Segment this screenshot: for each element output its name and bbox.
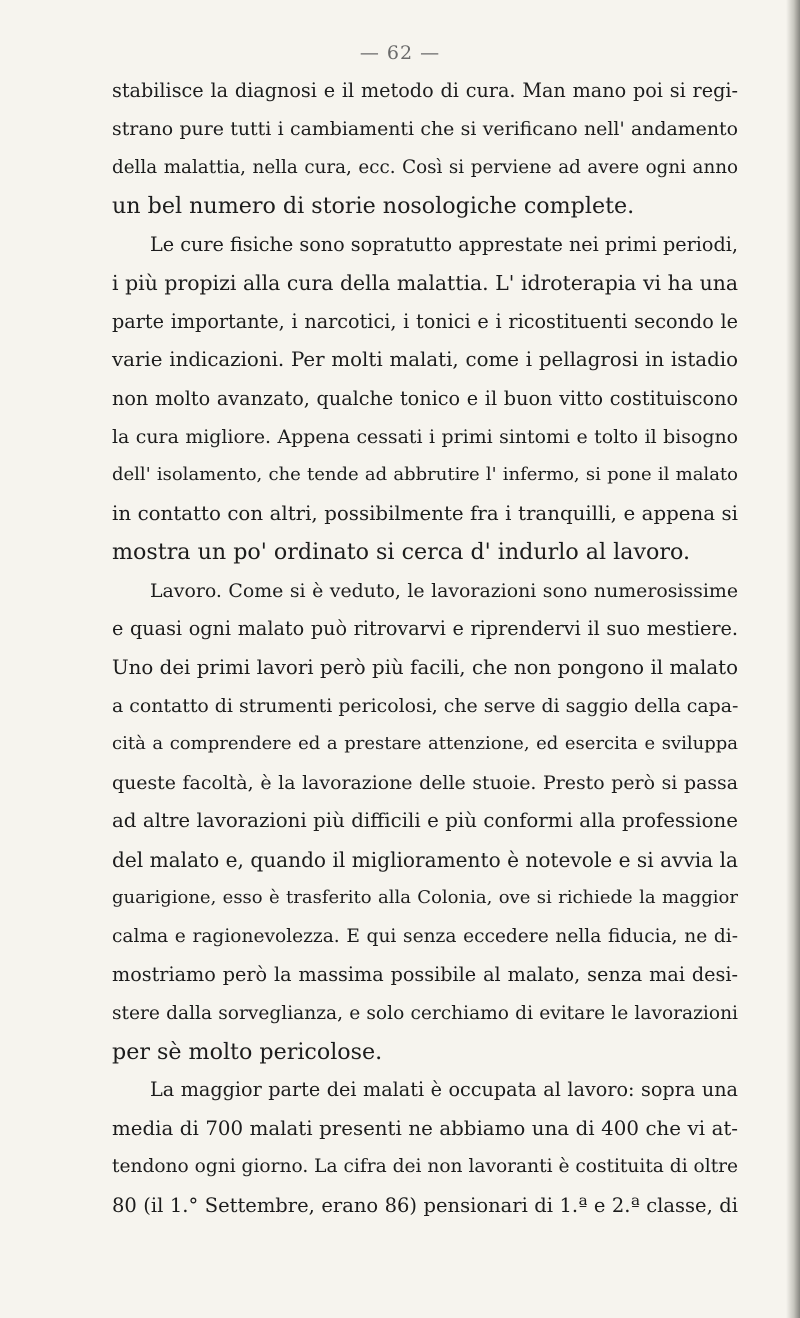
text-line: Uno dei primi lavori però più facili, che non pongono il malato [112,655,738,679]
text-line: a contatto di strumenti pericolosi, che serve di saggio della capa- [112,695,739,717]
text-line: guarigione, esso è trasferito alla Colonia, ove si richiede la maggior [112,887,738,909]
text-line: e quasi ogni malato può ritrovarvi e riprendervi il suo mestiere. [112,617,738,641]
text-line: strano pure tutti i cambiamenti che si verificano nell' andamento [112,118,738,141]
text-line: del malato e, quando il miglioramento è notevole e si avvia la [112,847,738,872]
text-line: 80 (il 1.° Settembre, erano 86) pensionari di 1.ª e 2.ª classe, di [112,1193,738,1217]
page-number: — 62 — [359,42,441,64]
text-line: tendono ogni giorno. La cifra dei non lavoranti è costituita di oltre [112,1156,739,1178]
text-line: dell' isolamento, che tende ad abbrutire l' infermo, si pone il malato [112,464,738,486]
text-line: media di 700 malati presenti ne abbiamo una di 400 che vi at- [112,1116,738,1140]
text-line: la cura migliore. Appena cessati i primi sintomi e tolto il bisogno [112,425,738,448]
text-line: stabilisce la diagnosi e il metodo di cura. Man mano poi si regi- [112,79,738,102]
text-line: varie indicazioni. Per molti malati, come i pellagrosi in istadio [112,348,738,372]
page-edge-shadow [786,0,800,1318]
text-line: Le cure fisiche sono sopratutto apprestate nei primi periodi, [150,232,738,256]
text-line: parte importante, i narcotici, i tonici e i ricostituenti secondo le [112,309,738,333]
text-line: mostriamo però la massima possibile al malato, senza mai desi- [112,963,738,987]
text-line: stere dalla sorveglianza, e solo cerchiamo di evitare le lavorazioni [112,1002,738,1024]
text-line: La maggior parte dei malati è occupata al lavoro: sopra una [150,1078,738,1102]
text-line: calma e ragionevolezza. E qui senza eccedere nella fiducia, ne di- [112,925,738,947]
text-line: i più propizi alla cura della malattia. L' idroterapia vi ha una [112,271,738,296]
text-line: un bel numero di storie nosologiche complete. [112,193,635,220]
text-line: non molto avanzato, qualche tonico e il buon vitto costituiscono [112,386,738,410]
text-line: Lavoro. Come si è veduto, le lavorazioni sono numerosissime [150,579,738,602]
text-line: in contatto con altri, possibilmente fra i tranquilli, e appena si [112,501,738,525]
text-line: cità a comprendere ed a prestare attenzione, ed esercita e sviluppa [112,733,738,755]
text-line: della malattia, nella cura, ecc. Così si perviene ad avere ogni anno [112,156,738,178]
text-line: ad altre lavorazioni più difficili e più conformi alla professione [112,809,738,833]
text-line: per sè molto pericolose. [112,1038,383,1065]
body-text [112,72,738,1225]
text-line: mostra un po' ordinato si cerca d' indurlo al lavoro. [112,539,691,566]
text-line: queste facoltà, è la lavorazione delle stuoie. Presto però si passa [112,771,738,794]
